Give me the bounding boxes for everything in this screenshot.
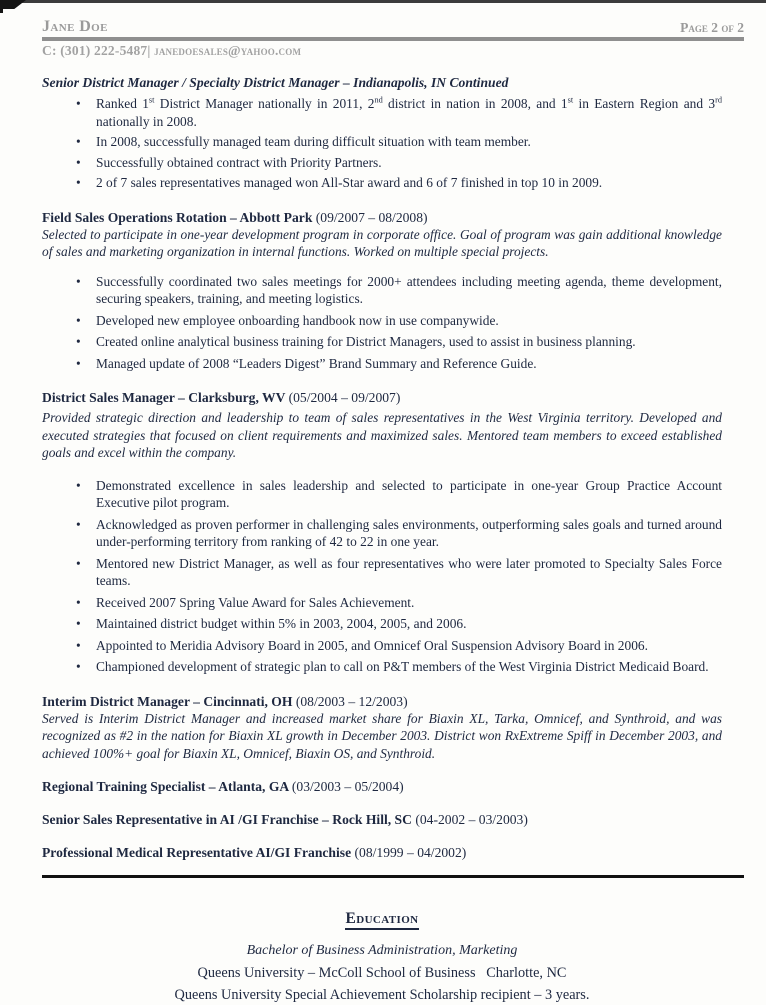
bullet-item: • Managed update of 2008 “Leaders Digest” Brand Summary and Reference Guide. xyxy=(68,355,722,373)
section-divider xyxy=(42,875,744,878)
bullet-item: • Successfully coordinated two sales meetings for 2000+ attendees including meeting agenda, theme development, securing speakers, training, and meeting logistics. xyxy=(68,273,722,308)
job-title-text: Field Sales Operations Rotation – Abbott Park xyxy=(42,209,313,225)
bullet-item: • Mentored new District Manager, as well as four representatives who were later promoted to Specialty Sales Force teams. xyxy=(68,555,722,590)
job-date-range: (03/2003 – 05/2004) xyxy=(291,779,404,794)
bullet-list xyxy=(68,95,722,192)
education-degree: Bachelor of Business Administration, Marketing xyxy=(246,943,518,958)
education-school: Queens University – McColl School of Business Charlotte, NC xyxy=(197,965,567,981)
section-professional-medical-representative xyxy=(42,844,722,861)
job-title-text: Interim District Manager – Cincinnati, OH xyxy=(42,693,293,709)
section-senior-sales-representative xyxy=(42,811,722,828)
section-field-sales-operations xyxy=(42,209,722,373)
job-summary: Selected to participate in one-year development program in corporate office. Goal of program was gain additional knowledge of sales and marketing organization in internal functions. Worked on multiple special projects. xyxy=(42,226,722,259)
job-heading xyxy=(42,844,722,861)
contact-line: C: (301) 222-5487| janedoesales@yahoo.com xyxy=(42,43,302,58)
resume-body xyxy=(42,74,722,861)
job-heading: Senior District Manager / Specialty District Manager – Indianapolis, IN Continued xyxy=(42,75,509,90)
page-number-label: Page 2 of 2 xyxy=(680,20,744,35)
job-summary: Provided strategic direction and leadership to team of sales representatives in the West Virginia territory. Developed and executed strategies that focused on client requirements and maximized sales. Mentored team members to exceed established goals and excel within the company. xyxy=(42,410,722,460)
job-title-text: Senior Sales Representative in AI /GI Franchise – Rock Hill, SC xyxy=(42,812,412,827)
bullet-item: • Maintained district budget within 5% in 2003, 2004, 2005, and 2006. xyxy=(68,615,722,633)
job-title-text: Regional Training Specialist – Atlanta, GA xyxy=(42,779,289,794)
job-summary: Served is Interim District Manager and increased market share for Biaxin XL, Tarka, Omnicef, and Synthroid, and was recognized as #2 in the nation for Biaxin XL growth in December 2003. District won RxExtreme Spiff in December 2003, and achieved 100%+ goal for Biaxin XL, Omnicef, Biaxin OS, and Synthroid. xyxy=(42,710,722,761)
section-education xyxy=(42,910,722,1005)
education-award: Queens University Special Achievement Scholarship recipient – 3 years. xyxy=(174,987,590,1003)
bullet-item: • Demonstrated excellence in sales leadership and selected to participate in one-year Group Practice Account Executive pilot program. xyxy=(68,477,722,512)
job-heading xyxy=(42,693,722,710)
job-title-text: Professional Medical Representative AI/GI Franchise xyxy=(42,845,352,860)
bullet-list xyxy=(68,477,722,676)
bullet-item: • Developed new employee onboarding handbook now in use companywide. xyxy=(68,312,722,330)
bullet-item: • Acknowledged as proven performer in challenging sales environments, outperforming sales goals and turned around under-performing territory from ranking of 42 to 22 in one year. xyxy=(68,516,722,551)
job-date-range: (04-2002 – 03/2003) xyxy=(415,812,528,827)
scan-artifact-left-edge xyxy=(0,0,3,13)
scan-artifact-top-edge xyxy=(0,0,766,3)
bullet-item: • Championed development of strategic plan to call on P&T members of the West Virginia District Medicaid Board. xyxy=(68,658,722,676)
job-heading xyxy=(42,811,722,828)
job-heading xyxy=(42,209,722,226)
header-row xyxy=(42,18,744,36)
education-heading: Education xyxy=(345,910,418,930)
job-date-range: (05/2004 – 09/2007) xyxy=(288,390,401,405)
job-date-range: (08/2003 – 12/2003) xyxy=(295,693,408,709)
candidate-name: Jane Doe xyxy=(42,18,108,35)
bullet-list xyxy=(68,273,722,373)
job-heading xyxy=(42,389,722,406)
job-title-text: District Sales Manager – Clarksburg, WV xyxy=(42,390,286,405)
section-interim-district-manager xyxy=(42,693,722,763)
bullet-item: • Created online analytical business training for District Managers, used to assist in business planning. xyxy=(68,333,722,351)
job-date-range: (09/2007 – 08/2008) xyxy=(315,209,428,225)
header-divider xyxy=(42,37,744,41)
bullet-item: • 2 of 7 sales representatives managed won All-Star award and 6 of 7 finished in top 10 in 2009. xyxy=(68,174,722,192)
bullet-item: • Successfully obtained contract with Priority Partners. xyxy=(68,154,722,172)
job-date-range: (08/1999 – 04/2002) xyxy=(354,845,467,860)
bullet-item: • In 2008, successfully managed team during difficult situation with team member. xyxy=(68,133,722,151)
page-header xyxy=(42,18,744,59)
section-senior-district-manager xyxy=(42,74,722,192)
bullet-item: • Appointed to Meridia Advisory Board in 2005, and Omnicef Oral Suspension Advisory Board in 2006. xyxy=(68,637,722,655)
bullet-item: • Ranked 1st District Manager nationally in 2011, 2nd district in nation in 2008, and 1st in Eastern Region and 3rd nationally in 2008. xyxy=(68,95,722,130)
bullet-item: • Received 2007 Spring Value Award for Sales Achievement. xyxy=(68,594,722,612)
section-regional-training-specialist xyxy=(42,778,722,795)
section-district-sales-manager xyxy=(42,389,722,676)
job-heading xyxy=(42,778,722,795)
